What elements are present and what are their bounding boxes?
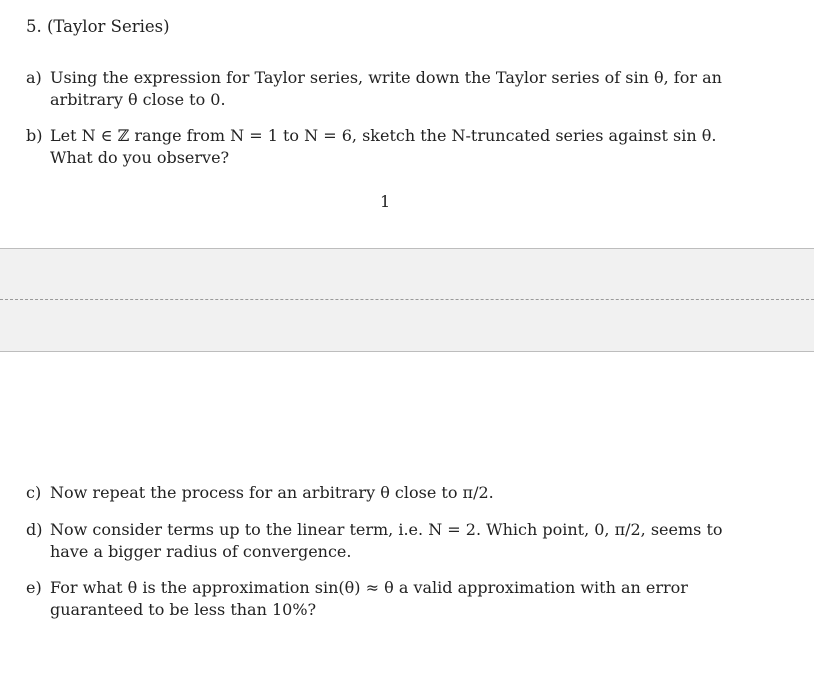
document-page-1 — [0, 0, 814, 249]
part-text: Using the expression for Taylor series, write down the Taylor series of sin θ, for an arbitrary θ close to 0. — [50, 68, 722, 109]
page-number: 1 — [380, 192, 391, 211]
question-heading: 5. (Taylor Series) — [26, 17, 170, 36]
document-page-2 — [0, 352, 814, 684]
part-text: Let N ∈ ℤ range from N = 1 to N = 6, sketch the N-truncated series against sin θ. What do you observe? — [50, 126, 717, 167]
part-marker: a) — [26, 68, 42, 87]
part-marker: b) — [26, 126, 43, 145]
page-separator — [0, 248, 814, 352]
part-marker: c) — [26, 483, 42, 502]
question-part-e — [26, 577, 756, 621]
part-text: Now consider terms up to the linear term, i.e. N = 2. Which point, 0, π/2, seems to have a bigger radius of convergence. — [50, 520, 723, 561]
part-text: Now repeat the process for an arbitrary θ close to π/2. — [50, 483, 494, 502]
question-part-d — [26, 519, 756, 563]
part-marker: e) — [26, 578, 42, 597]
part-text: For what θ is the approximation sin(θ) ≈ θ a valid approximation with an error guaranteed to be less than 10%? — [50, 578, 688, 619]
part-marker: d) — [26, 520, 43, 539]
question-part-c — [26, 482, 756, 504]
question-part-b — [26, 125, 756, 169]
page-break-dashed-line — [0, 299, 814, 300]
question-part-a — [26, 67, 756, 111]
